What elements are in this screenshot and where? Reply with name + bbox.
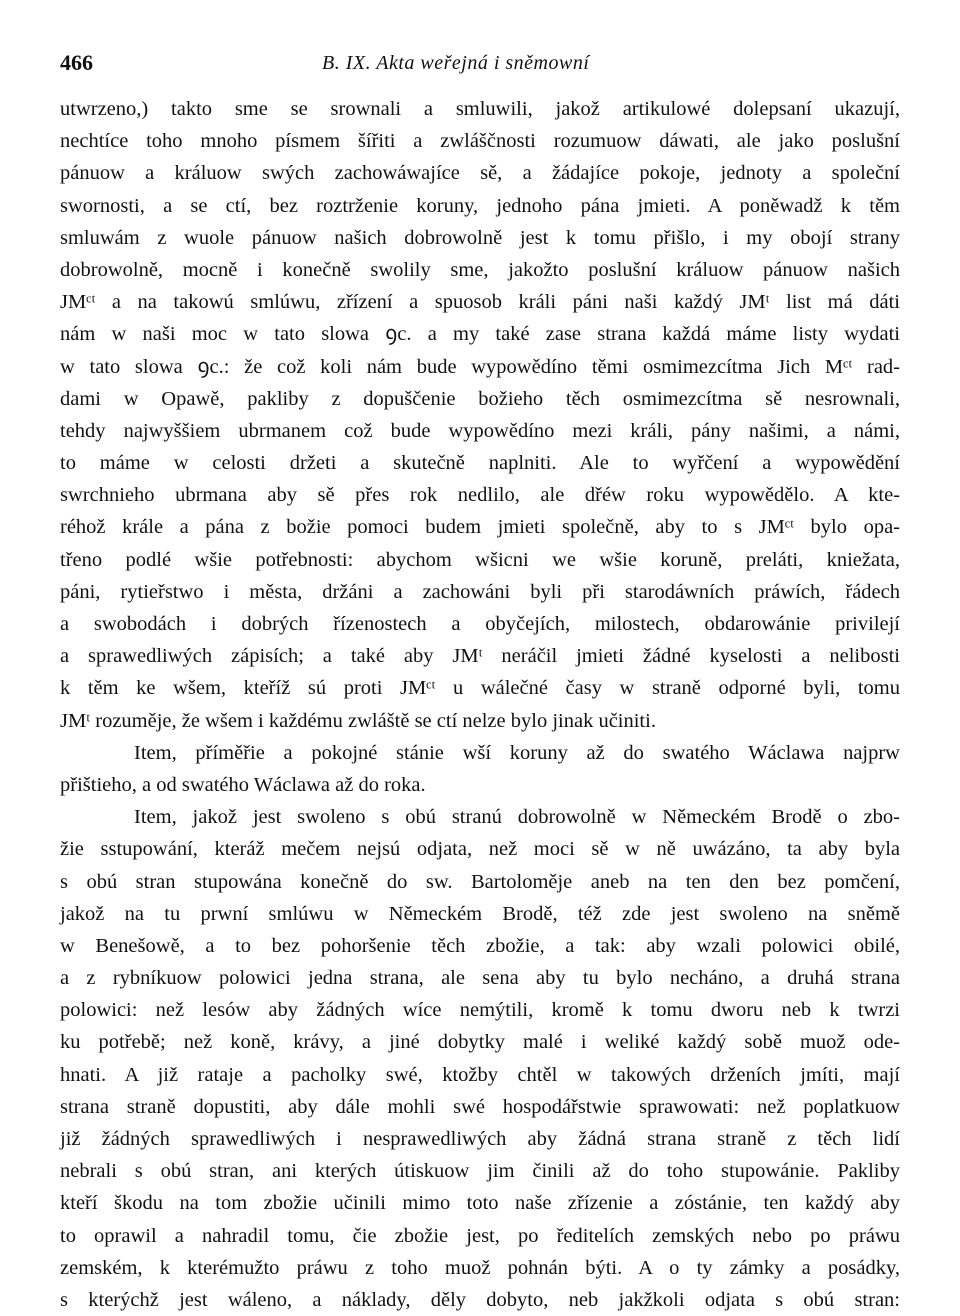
text-line: a sprawedliwých zápisích; a také aby JMᵗ neráčil jmieti žádné kyselosti a nelibosti [60,645,900,668]
text-line: přištieho, a od swatého Wáclawa až do roka. [60,773,426,796]
running-head: B. IX. Akta weřejná i sněmowní [322,52,590,74]
text-line: nám w naši moc w tato slowa ꝯc. a my také zase strana každá máme listy wydati [60,323,900,346]
text-line: již žádných sprawedliwých i nesprawedliwých aby žádná strana straně z těch lidí [60,1128,900,1150]
text-line: nebrali s obú stran, ani kterých útiskuow jim činili až do toho stupowánie. Pakliby [60,1160,900,1183]
text-line: tehdy najwyššiem ubrmanem což bude wypowědíno mezi králi, pány našimi, a námi, [60,419,900,442]
text-line: swornosti, a se ctí, bez roztrženie koruny, jednoho pána jmieti. A poněwadž k těm [60,194,900,217]
text-line: JMᶜᵗ a na takowú smlúwu, zřízení a spuosob králi páni naši každý JMᵗ list má dáti [60,291,900,314]
text-line: a z rybníkuow polowici jedna strana, ale sena aby tu bylo necháno, a druhá strana [60,967,900,990]
text-line: hnati. A již rataje a pacholky swé, ktožby chtěl w takowých drženích jmíti, mají [60,1063,900,1086]
text-line: nechtíce toho mnoho písmem šířiti a zwláščnosti rozumuow dáwati, ale jako poslušní [60,130,900,153]
text-line: strana straně dopustiti, aby dále mohli swé hospodářstwie sprawowati: než poplatkuow [60,1095,900,1118]
text-line: utwrzeno,) takto sme se srownali a smluwili, jakož artikulowé dolepsaní ukazují, [60,98,900,120]
text-line: polowici: než lesów aby žádných wíce nemýtili, kromě k tomu dworu neb k twrzi [60,999,900,1022]
text-line: jakož na tu prwní smlúwu w Německém Brodě, též zde jest swoleno na sněmě [60,902,900,925]
text-line: k těm ke wšem, kteříž sú proti JMᶜᵗ u wálečné časy w straně odporné byli, tomu [60,677,900,700]
text-line: a swobodách i dobrých řízenostech a obyčejích, milostech, obdarowánie privilejí [60,613,900,635]
text-line: dami w Opawě, pakliby z dopuščenie božieho těch osmimezcítma sě nesrownali, [60,387,900,410]
page-header [60,50,900,80]
text-line: třeno podlé wšie potřebnosti: abychom wšicni we wšie koruně, preláti, kniežata, [60,548,900,571]
text-line: žie sstupowání, kteráž mečem nejsú odjata, než moci sě w ně uwázáno, ta aby byla [60,838,900,861]
page-number: 466 [60,50,93,75]
body-text [60,93,900,1316]
text-line: Item, jakož jest swoleno s obú stranú dobrowolně w Německém Brodě o zbo- [134,806,900,829]
text-line: Item, příměřie a pokojné stánie wší koruny až do swatého Wáclawa najprw [134,741,900,764]
text-line: w Benešowě, a to bez pohoršenie těch zbožie, a tak: aby wzali polowici obilé, [60,934,900,957]
text-line: ku potřebě; než koně, krávy, a jiné dobytky malé i weliké každý sobě muož ode- [60,1031,900,1054]
text-line: s kterýchž jest wáleno, a náklady, děly dobyto, neb jakžkoli odjata s obú stran: [60,1288,900,1311]
text-line: w tato slowa ꝯc.: že což koli nám bude wypowědíno těmi osmimezcítma Jich Mᶜᵗ rad- [60,355,900,378]
text-line: s obú stran stupowána konečně do sw. Bartoloměje aneb na ten den bez pomčení, [60,870,900,893]
text-line: to oprawil a nahradil tomu, čie zbožie jest, po ředitelích zemských nebo po práwu [60,1224,900,1247]
text-line: dobrowolně, mocně i konečně swolily sme, jakožto poslušní králuow pánuow našich [60,258,900,281]
text-line: pánuow a králuow swých zachowáwajíce sě, a žádajíce pokoje, jednoty a společní [60,162,900,185]
text-line: JMᵗ rozuměje, že wšem i každému zwláště se ctí nelze bylo jinak učiniti. [60,709,656,732]
text-line: to máme w celosti držeti a skutečně naplniti. Ale to wyřčení a wypowědění [60,452,900,475]
text-line: páni, rytieřstwo i města, držáni a zachowáni byli při starodáwních práwích, řádech [60,580,900,603]
text-line: zemském, k kterémužto práwu z toho muož pohnán býti. A o ty zámky a posádky, [60,1256,900,1279]
text-line: smluwám z wuole pánuow našich dobrowolně jest k tomu přišlo, i my obojí strany [60,226,900,249]
text-line: réhož krále a pána z božie pomoci budem jmieti společně, aby to s JMᶜᵗ bylo opa- [60,516,900,539]
text-line: swrchnieho ubrmana aby sě přes rok nedlilo, ale dřéw roku wypowědělo. A kte- [60,484,900,507]
text-line: kteří škodu na tom zbožie učinili mimo toto naše zřízenie a zóstánie, ten každý aby [60,1192,900,1215]
